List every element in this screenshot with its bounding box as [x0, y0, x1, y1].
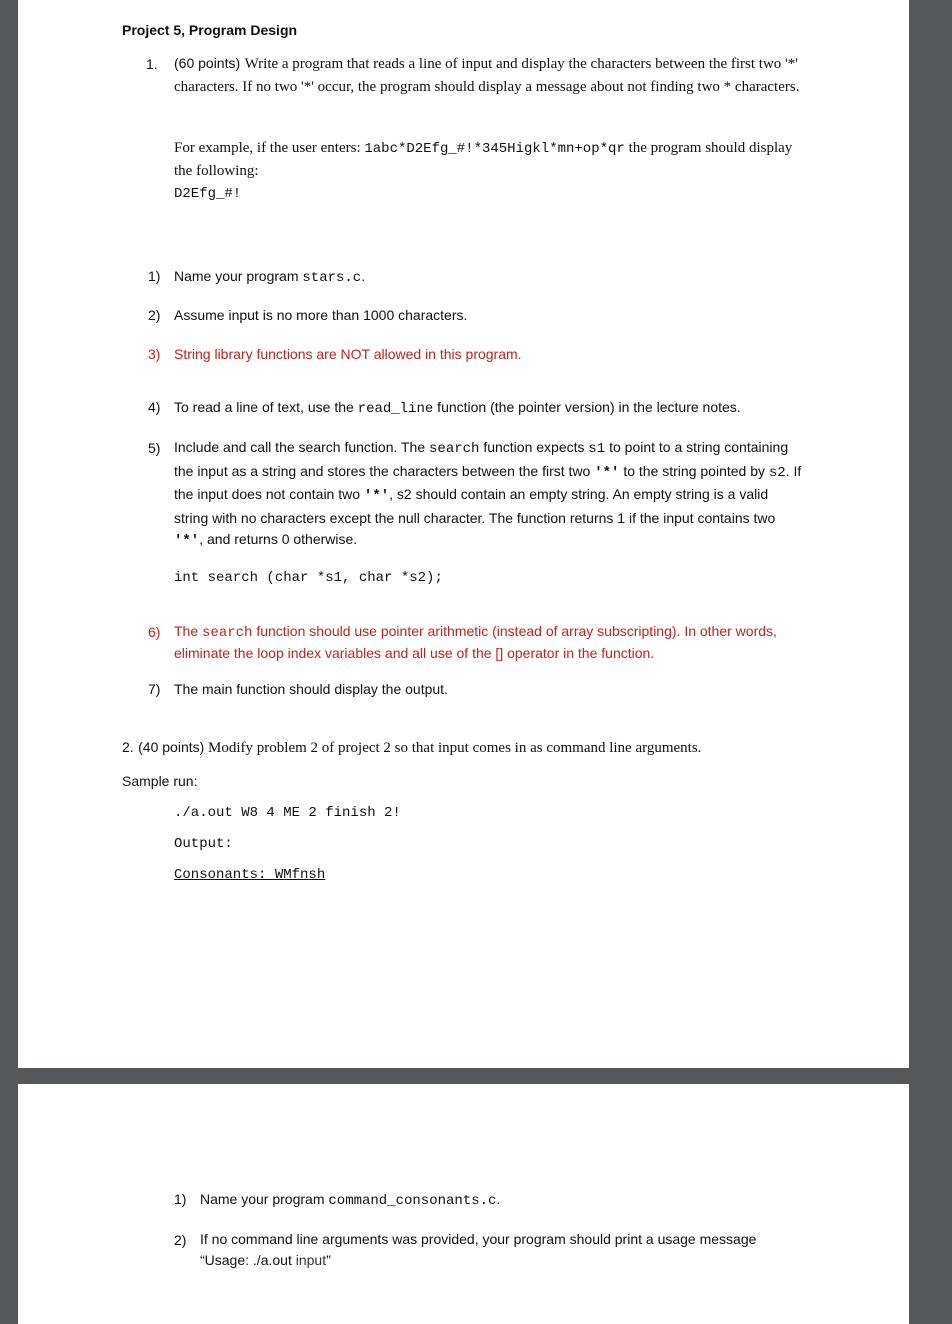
- example-suffix: the program should display the following:: [174, 140, 793, 179]
- req-1-code: stars.c: [302, 270, 362, 286]
- req-5-code-s2: s2: [768, 464, 786, 481]
- problem-1-text: Write a program that reads a line of input and display the characters between the first two '*' characters. If no two '*' occur, the program should display a message about not finding two * characters.: [174, 56, 800, 95]
- req-4: [174, 399, 741, 417]
- output-label: Output:: [174, 836, 233, 852]
- req-4-code: read_line: [357, 401, 434, 417]
- document-page-2: [18, 1084, 909, 1324]
- p2-req-1-post: .: [496, 1191, 501, 1207]
- req-6-code: search: [202, 625, 253, 641]
- problem-1-statement: [174, 53, 804, 98]
- search-signature: int search (char *s1, char *s2);: [174, 570, 443, 586]
- req-4-pre: To read a line of text, use the: [174, 399, 358, 415]
- req-5-part: , and returns 0 otherwise.: [199, 531, 358, 547]
- req-5-part: function expects: [479, 439, 589, 455]
- p2-req-1-number: 1): [174, 1191, 187, 1207]
- req-4-number: 4): [148, 399, 161, 415]
- problem-2-points: (40 points): [138, 739, 205, 755]
- req-3-text: String library functions are NOT allowed in this program.: [174, 346, 522, 362]
- req-2-number: 2): [148, 307, 161, 323]
- p2-req-2-pre: If no command line arguments was provided, your program should print a usage message “Usage: ./a.out: [200, 1231, 757, 1268]
- req-5-part: to point to a string containing the input as a string and stores the characters between the first two: [174, 439, 789, 479]
- req-6: [174, 621, 804, 663]
- problem-1-points: (60 points): [174, 55, 241, 71]
- p2-req-1-code: command_consonants.c: [328, 1193, 497, 1209]
- req-5-code-search: search: [429, 441, 480, 457]
- p2-req-2-mid: input: [295, 1252, 327, 1268]
- sample-run-label: Sample run:: [122, 773, 198, 789]
- req-5: [174, 437, 804, 553]
- req-5-code-star: '*': [174, 533, 200, 549]
- p2-req-1: [200, 1191, 500, 1209]
- problem-1-number: 1.: [146, 56, 158, 72]
- p2-req-2-post: ”: [326, 1252, 331, 1268]
- req-5-code-star: '*': [594, 464, 620, 481]
- problem-2-statement: [122, 739, 822, 757]
- req-5-code-s1: s1: [588, 441, 606, 457]
- req-5-part: to the string pointed by: [619, 462, 769, 479]
- req-5-part: . If the input does not contain two: [174, 462, 802, 502]
- sample-command: ./a.out W8 4 ME 2 finish 2!: [174, 805, 401, 821]
- req-4-post: function (the pointer version) in the lecture notes.: [433, 399, 741, 415]
- req-1: [174, 268, 365, 286]
- req-5-part: , s2 should contain an empty string. An empty string is a valid string with no characters except the null character. The function returns 1 if the input contains two: [174, 486, 776, 526]
- req-6-number: 6): [148, 624, 161, 640]
- example-prefix: For example, if the user enters:: [174, 140, 365, 156]
- req-2-text: Assume input is no more than 1000 characters.: [174, 307, 468, 323]
- req-1-number: 1): [148, 268, 161, 284]
- req-7-text: The main function should display the output.: [174, 681, 448, 697]
- req-6-pre: The: [174, 623, 203, 639]
- req-3-number: 3): [148, 346, 161, 362]
- problem-2-number: 2.: [122, 739, 134, 755]
- req-7-number: 7): [148, 681, 161, 697]
- req-5-code-star: '*': [363, 488, 390, 504]
- example-output: D2Efg_#!: [174, 186, 242, 202]
- req-6-post: function should use pointer arithmetic (instead of array subscripting). In other words, eliminate the loop index variables and all use of the [] operator in the function.: [174, 623, 777, 661]
- p2-req-1-pre: Name your program: [200, 1191, 329, 1207]
- example-input: 1abc*D2Efg_#!*345Higkl*mn+op*qr: [364, 141, 625, 157]
- req-1-pre: Name your program: [174, 268, 303, 284]
- p2-req-2-number: 2): [174, 1232, 187, 1248]
- page-title: Project 5, Program Design: [122, 22, 298, 38]
- req-1-post: .: [361, 268, 366, 284]
- document-page-1: [18, 0, 909, 1068]
- p2-req-2: [200, 1229, 800, 1271]
- problem-2-text: Modify problem 2 of project 2 so that input comes in as command line arguments.: [204, 740, 702, 756]
- req-5-number: 5): [148, 440, 161, 456]
- problem-1-example: [174, 137, 804, 205]
- req-5-part: Include and call the search function. The: [174, 439, 430, 455]
- sample-result: Consonants: WMfnsh: [174, 867, 326, 883]
